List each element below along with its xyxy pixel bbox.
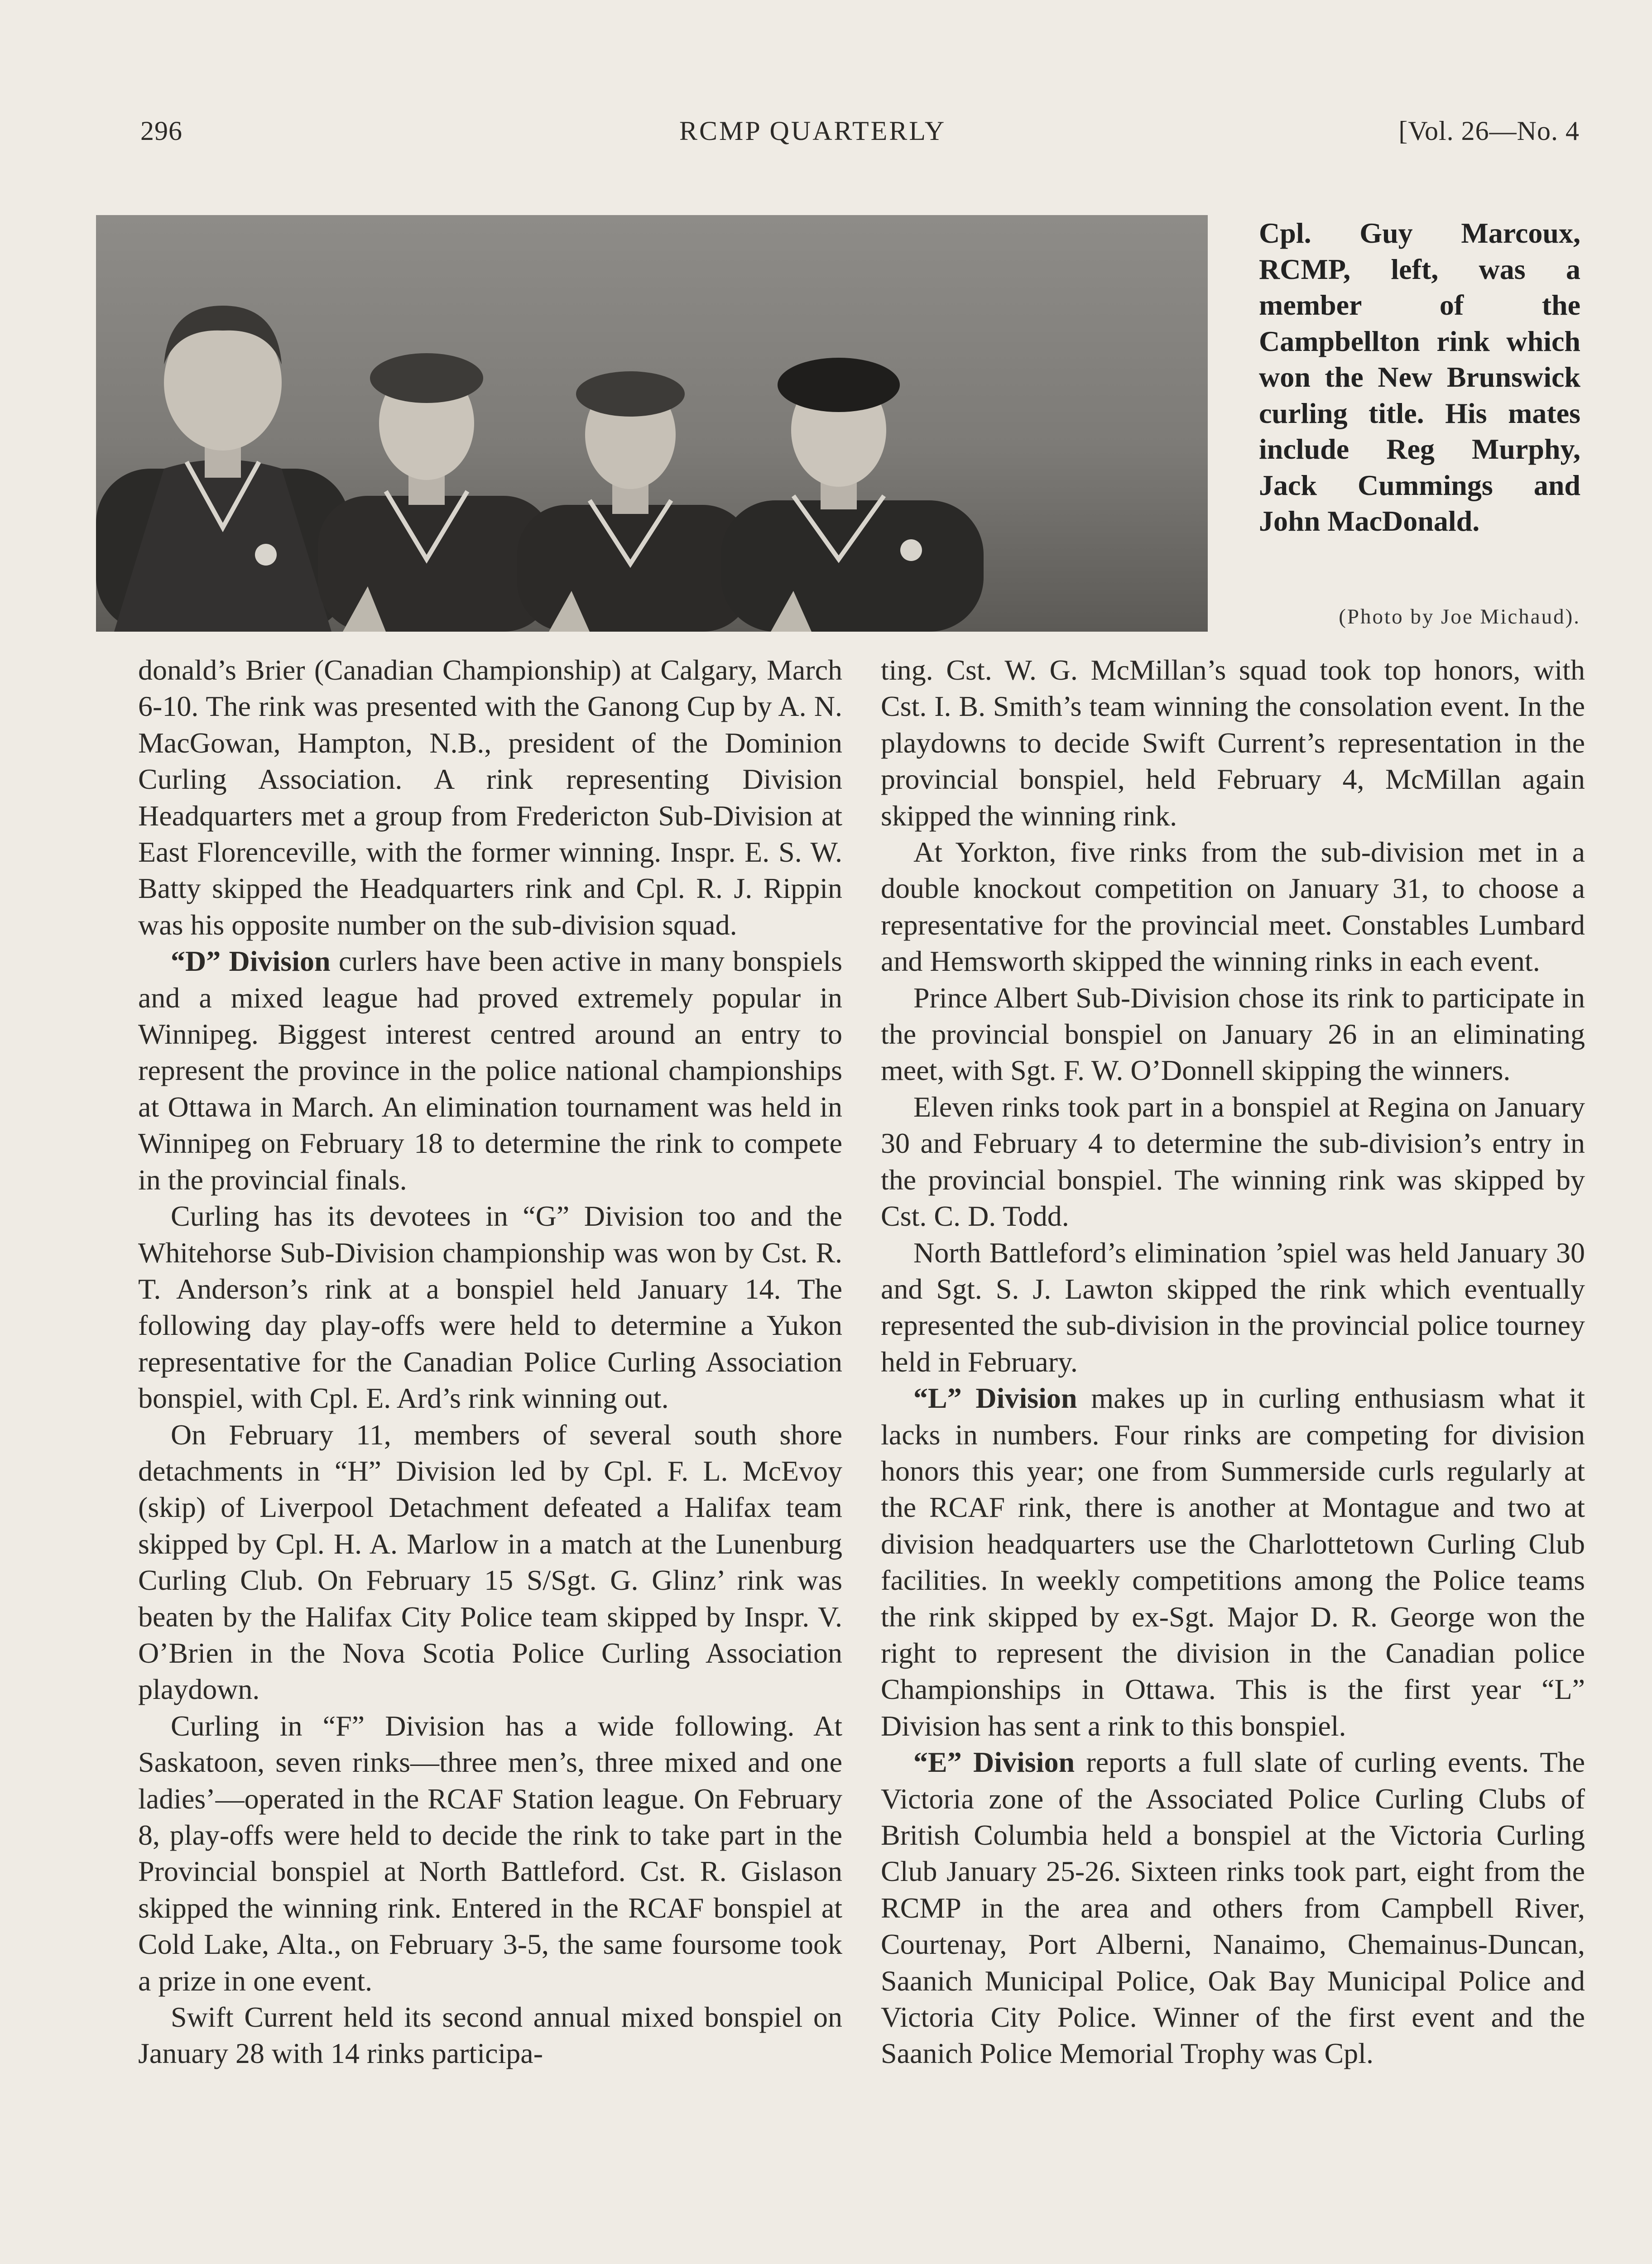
- paragraph: “D” Division curlers have been active in many bonspiels and a mixed league had proved extremely popular in Winnipeg. Biggest interest centred around an entry to represent the province in the police national championships at Ottawa in March. An elimination tournament was held in Winnipeg on February 18 to determine the rink to compete in the provincial finals.: [138, 945, 843, 1196]
- paragraph: Curling has its devotees in “G” Division too and the Whitehorse Sub-Division championship was won by Cst. R. T. Anderson’s rink at a bonspiel held January 14. The following day play-offs were held to determine a Yukon representative for the Canadian Police Curling Association bonspiel, with Cpl. E. Ard’s rink winning out.: [138, 1200, 842, 1415]
- running-title: RCMP QUARTERLY: [679, 116, 946, 146]
- right-column: [881, 652, 1585, 2072]
- curling-team-photo: [96, 215, 1208, 632]
- photo-caption: Cpl. Guy Marcoux, RCMP, left, was a member of the Campbellton rink which won the New Brunswick curling title. His mates include Reg Murphy, Jack Cummings and John MacDonald.: [1259, 217, 1580, 537]
- paragraph: ting. Cst. W. G. McMillan’s squad took top honors, with Cst. I. B. Smith’s team winning the consolation event. In the playdowns to decide Swift Current’s representation in the provincial bonspiel, held February 4, McMillan again skipped the winning rink.: [881, 654, 1585, 832]
- volume-number: [Vol. 26—No. 4: [1398, 116, 1580, 146]
- paragraph: “L” Division makes up in curling enthusiasm what it lacks in numbers. Four rinks are competing for division honors this year; one from Summerside curls regularly at the RCAF rink, there is another at Montague and two at division headquarters use the Charlottetown Curling Club facilities. In weekly competitions among the Police teams the rink skipped by ex-Sgt. Major D. R. George won the right to represent the division in the Canadian police Championships in Ottawa. This is the first year “L” Division has sent a rink to this bonspiel.: [881, 1382, 1585, 1742]
- left-column: [138, 652, 842, 2072]
- paragraph: Swift Current held its second annual mixed bonspiel on January 28 with 14 rinks participa-: [138, 2001, 842, 2070]
- page-number: 296: [140, 116, 182, 146]
- paragraph: Prince Albert Sub-Division chose its rink to participate in the provincial bonspiel on January 26 in an eliminating meet, with Sgt. F. W. O’Donnell skipping the winners.: [881, 981, 1585, 1087]
- paragraph: On February 11, members of several south shore detachments in “H” Division led by Cpl. F. L. McEvoy (skip) of Liverpool Detachment defeated a Halifax team skipped by Cpl. H. A. Marlow in a match at the Lunenburg Curling Club. On February 15 S/Sgt. G. Glinz’ rink was beaten by the Halifax City Police team skipped by Inspr. V. O’Brien in the Nova Scotia Police Curling Association playdown.: [138, 1418, 842, 1706]
- photo-illustration: [96, 215, 1208, 632]
- photo-credit: (Photo by Joe Michaud).: [1339, 605, 1580, 628]
- paragraph: Curling in “F” Division has a wide following. At Saskatoon, seven rinks—three men’s, three mixed and one ladies’—operated in the RCAF Station league. On February 8, play-offs were held to decide the rink to take part in the Provincial bonspiel at North Battleford. Cst. R. Gislason skipped the winning rink. Entered in the RCAF bonspiel at Cold Lake, Alta., on February 3-5, the same foursome took a prize in one event.: [138, 1709, 842, 1997]
- paragraph: Eleven rinks took part in a bonspiel at Regina on January 30 and February 4 to determine the sub-division’s entry in the provincial bonspiel. The winning rink was skipped by Cst. C. D. Todd.: [881, 1090, 1585, 1233]
- paragraph: “E” Division reports a full slate of curling events. The Victoria zone of the Associated Police Curling Clubs of British Columbia held a bonspiel at the Victoria Curling Club January 25-26. Sixteen rinks took part, eight from the RCMP in the area and others from Campbell River, Courtenay, Port Alberni, Nanaimo, Chemainus-Duncan, Saanich Municipal Police, Oak Bay Municipal Police and Victoria City Police. Winner of the first event and the Saanich Police Memorial Trophy was Cpl.: [881, 1746, 1585, 2070]
- paragraph: North Battleford’s elimination ’spiel was held January 30 and Sgt. S. J. Lawton skipped the rink which eventually represented the sub-division in the provincial police tourney held in February.: [881, 1236, 1585, 1378]
- paragraph: donald’s Brier (Canadian Championship) at Calgary, March 6-10. The rink was presented with the Ganong Cup by A. N. MacGowan, Hampton, N.B., president of the Dominion Curling Association. A rink representing Division Headquarters met a group from Fredericton Sub-Division at East Florenceville, with the former winning. Inspr. E. S. W. Batty skipped the Headquarters rink and Cpl. R. J. Rippin was his opposite number on the sub-division squad.: [138, 654, 842, 941]
- paragraph: At Yorkton, five rinks from the sub-division met in a double knockout competition on January 31, to choose a representative for the provincial meet. Constables Lumbard and Hemsworth skipped the winning rinks in each event.: [881, 836, 1585, 978]
